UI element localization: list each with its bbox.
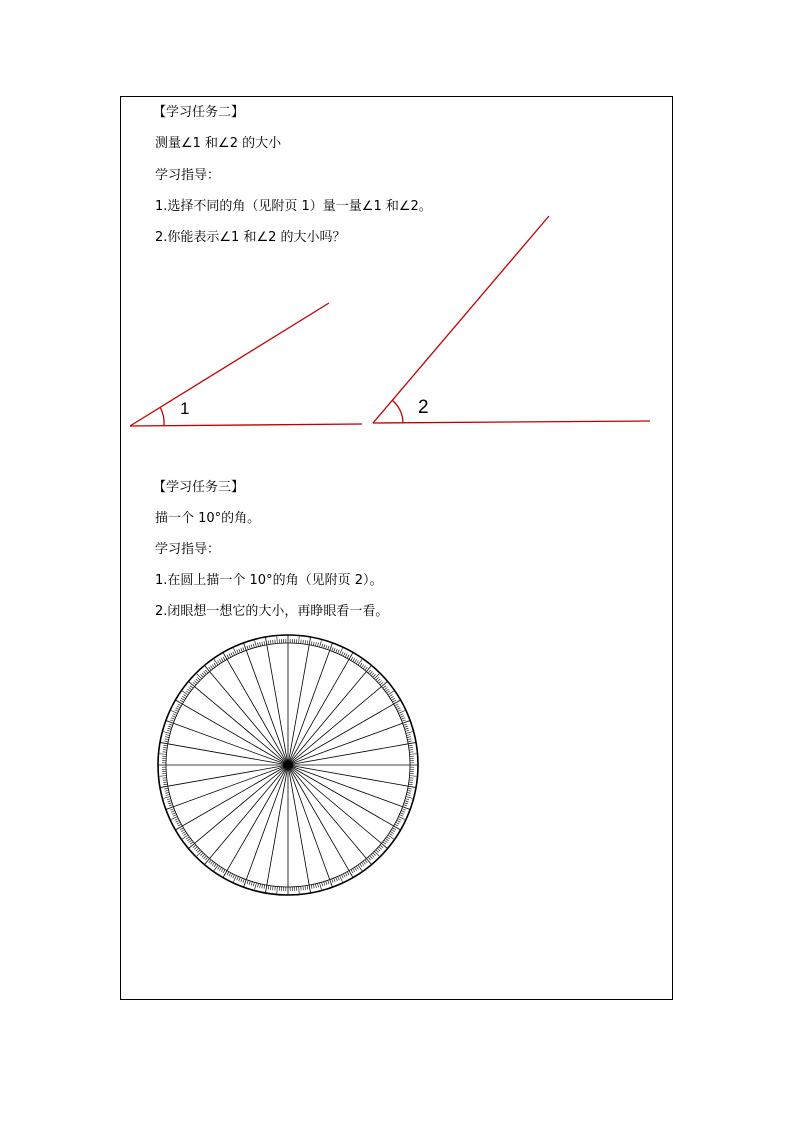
task2-subtitle: 测量∠1 和∠2 的大小	[155, 136, 282, 151]
protractor-tick	[380, 682, 383, 685]
protractor-tick	[322, 882, 323, 886]
protractor-tick	[407, 737, 411, 738]
protractor-tick	[168, 726, 172, 727]
protractor-tick	[361, 664, 363, 667]
protractor-tick	[405, 730, 409, 731]
protractor-tick	[262, 642, 263, 646]
protractor-tick	[166, 735, 170, 736]
protractor-tick	[164, 741, 168, 742]
protractor-tick	[227, 872, 229, 875]
protractor-tick	[393, 828, 396, 830]
protractor-tick	[354, 659, 356, 662]
protractor-tick	[377, 848, 380, 851]
protractor-tick	[200, 853, 203, 856]
protractor-tick	[356, 866, 358, 869]
protractor-tick	[182, 831, 185, 833]
protractor-tick	[408, 741, 412, 742]
angle2-label: 2	[418, 397, 429, 418]
protractor-tick	[351, 657, 353, 660]
protractor-tick	[409, 747, 413, 748]
protractor-tick	[186, 691, 189, 693]
protractor-tick	[255, 640, 257, 647]
protractor-tick	[405, 728, 409, 729]
protractor-tick	[193, 845, 196, 848]
protractor-tick	[341, 652, 343, 656]
protractor-tick	[164, 784, 168, 785]
protractor-tick	[320, 883, 322, 890]
protractor-tick	[404, 803, 408, 804]
protractor-tick	[170, 809, 174, 810]
protractor-tick	[212, 862, 214, 865]
protractor-tick	[408, 745, 412, 746]
protractor-tick	[397, 708, 401, 710]
protractor-tick	[243, 879, 244, 883]
protractor-tick	[176, 820, 180, 822]
protractor-tick	[184, 695, 187, 697]
protractor-tick	[194, 847, 197, 850]
protractor-tick	[397, 820, 401, 822]
protractor-tick	[383, 686, 386, 689]
protractor-tick	[167, 799, 171, 800]
protractor-tick	[385, 838, 388, 840]
protractor-tick	[389, 695, 392, 697]
protractor-tick	[159, 754, 166, 755]
protractor-tick	[395, 704, 398, 706]
protractor-tick	[189, 687, 192, 689]
protractor-tick	[169, 805, 173, 806]
protractor-tick	[168, 728, 172, 729]
protractor-tick	[184, 833, 187, 835]
protractor-tick	[251, 882, 252, 886]
protractor-tick	[401, 811, 405, 812]
protractor-tick	[408, 788, 412, 789]
protractor-tick	[315, 642, 316, 646]
protractor-tick	[178, 704, 181, 706]
protractor-tick	[239, 877, 241, 881]
protractor-tick	[223, 657, 225, 660]
protractor-tick	[270, 640, 271, 644]
protractor-tick	[212, 664, 214, 667]
protractor-tick	[299, 887, 300, 894]
protractor-tick	[251, 645, 252, 649]
protractor-tick	[205, 857, 208, 860]
protractor-tick	[353, 658, 355, 661]
protractor-tick	[196, 679, 199, 682]
protractor-tick	[380, 845, 383, 848]
protractor-tick	[336, 877, 338, 881]
protractor-tick	[403, 805, 407, 806]
protractor-center-dot	[284, 761, 293, 770]
protractor-tick	[347, 655, 349, 658]
protractor-tick	[165, 790, 169, 791]
protractor-tick	[165, 737, 169, 738]
protractor-tick	[363, 666, 365, 669]
protractor-tick	[390, 696, 393, 698]
protractor-tick	[233, 652, 235, 656]
protractor-tick	[365, 860, 368, 863]
protractor-tick	[328, 646, 329, 650]
protractor-tick	[253, 644, 254, 648]
protractor-tick	[384, 840, 387, 842]
protractor-tick	[247, 646, 248, 650]
protractor-tick	[182, 696, 185, 698]
protractor-tick	[396, 706, 400, 708]
protractor-tick	[164, 745, 168, 746]
protractor-tick	[395, 824, 398, 826]
protractor-tick	[377, 679, 380, 682]
task3-step-2: 2.闭眼想一想它的大小，再睁眼看一看。	[155, 604, 389, 619]
protractor-tick	[165, 792, 169, 793]
protractor-tick	[398, 818, 402, 820]
protractor-tick	[163, 747, 167, 748]
protractor-tick	[313, 642, 314, 646]
protractor-tick	[175, 818, 179, 820]
protractor-tick	[219, 867, 221, 870]
protractor-tick	[210, 666, 212, 669]
protractor-tick	[373, 674, 376, 677]
protractor-tick	[345, 873, 347, 877]
protractor-tick	[229, 873, 231, 877]
protractor-tick	[209, 860, 212, 863]
protractor-tick	[402, 809, 406, 810]
protractor-tick	[389, 833, 392, 835]
protractor-tick	[324, 645, 325, 649]
protractor-tick	[218, 866, 220, 869]
task3-heading: 【学习任务三】	[153, 480, 245, 495]
protractor-tick	[196, 848, 199, 851]
protractor-tick	[384, 687, 387, 689]
protractor-tick	[407, 739, 411, 740]
protractor-tick	[270, 886, 271, 890]
protractor-tick	[163, 782, 167, 783]
protractor-tick	[164, 788, 168, 789]
protractor-tick	[353, 868, 355, 871]
protractor-tick	[370, 856, 373, 859]
protractor-tick	[187, 689, 190, 691]
protractor-tick	[311, 641, 312, 645]
protractor-tick	[360, 864, 362, 867]
protractor-tick	[204, 671, 207, 674]
protractor-tick	[398, 710, 402, 712]
protractor-tick	[326, 645, 327, 649]
protractor-tick	[200, 674, 203, 677]
protractor-tick	[311, 885, 312, 889]
protractor-tick	[194, 681, 197, 684]
protractor-tick	[264, 641, 265, 645]
protractor-tick	[168, 801, 172, 802]
protractor-tick	[258, 643, 259, 647]
protractor-tick	[379, 847, 382, 850]
protractor-tick	[332, 879, 333, 883]
protractor-tick	[163, 797, 170, 799]
protractor-tick	[379, 681, 382, 684]
protractor-tick	[347, 872, 349, 875]
protractor-tick	[318, 643, 319, 647]
protractor-tick	[363, 861, 365, 864]
protractor-tick	[171, 718, 175, 719]
protractor-tick	[332, 647, 333, 651]
protractor-tick	[189, 840, 192, 842]
protractor-tick	[197, 677, 200, 680]
protractor-tick	[391, 830, 394, 832]
protractor-tick	[305, 886, 306, 890]
protractor-tick	[371, 673, 374, 676]
protractor-tick	[305, 640, 306, 644]
protractor-tick	[268, 885, 269, 889]
protractor-tick	[313, 884, 314, 888]
protractor-tick	[253, 882, 254, 886]
protractor-tick	[163, 732, 170, 734]
protractor-tick	[400, 716, 404, 718]
protractor-tick	[268, 641, 269, 645]
protractor-tick	[231, 874, 233, 878]
protractor-tick	[237, 650, 239, 654]
protractor-tick	[399, 714, 403, 716]
protractor-tick	[343, 874, 345, 878]
protractor-tick	[264, 885, 265, 889]
task3-subtitle: 描一个 10°的角。	[155, 511, 261, 526]
protractor-tick	[376, 850, 379, 853]
protractor-tick	[241, 878, 242, 882]
protractor-tick	[391, 698, 394, 700]
protractor-tick	[324, 882, 325, 886]
protractor-tick	[360, 663, 362, 666]
angle1-label: 1	[180, 399, 190, 418]
protractor-tick	[334, 878, 335, 882]
protractor-tick	[405, 799, 409, 800]
protractor-tick	[318, 883, 319, 887]
protractor-tick	[255, 883, 257, 890]
protractor-tick	[368, 670, 371, 673]
protractor-tick	[387, 837, 390, 839]
protractor-tick	[396, 822, 400, 824]
protractor-tick	[406, 795, 410, 796]
task2-guide-label: 学习指导：	[155, 168, 221, 183]
protractor-tick	[190, 842, 193, 845]
protractor-tick	[402, 720, 406, 721]
protractor-tick	[370, 671, 373, 674]
protractor-tick	[368, 857, 371, 860]
protractor-tick	[169, 724, 173, 725]
protractor-tick	[277, 636, 278, 643]
protractor-tick	[249, 645, 250, 649]
protractor-tick	[408, 784, 412, 785]
protractor-tick	[176, 708, 180, 710]
protractor-tick	[172, 716, 176, 718]
protractor-tick	[399, 815, 403, 817]
protractor-tick	[405, 801, 409, 802]
task2-heading: 【学习任务二】	[153, 105, 245, 120]
task2-step-2: 2.你能表示∠1 和∠2 的大小吗？	[155, 230, 346, 245]
protractor-tick	[173, 815, 177, 817]
protractor-tick	[202, 854, 205, 857]
protractor-tick	[404, 726, 408, 727]
protractor-tick	[410, 776, 417, 777]
task3-guide-label: 学习指导：	[155, 542, 221, 557]
protractor-tick	[371, 854, 374, 857]
protractor-tick	[361, 862, 363, 865]
protractor-tick	[400, 813, 404, 815]
protractor-tick	[403, 724, 407, 725]
protractor-tick	[277, 887, 278, 894]
protractor-tick	[407, 792, 411, 793]
protractor-tick	[307, 885, 308, 889]
protractor-tick	[229, 654, 231, 658]
protractor-tick	[334, 648, 335, 652]
protractor-tick	[237, 876, 239, 880]
protractor-tick	[320, 640, 322, 647]
protractor-tick	[338, 650, 340, 654]
protractor-tick	[190, 686, 193, 689]
protractor-tick	[166, 795, 170, 796]
protractor-tick	[315, 884, 316, 888]
protractor-tick	[239, 649, 241, 653]
protractor-tick	[165, 739, 169, 740]
protractor-tick	[214, 864, 216, 867]
protractor-tick	[180, 700, 183, 702]
protractor-tick	[204, 856, 207, 859]
protractor-tick	[193, 682, 196, 685]
protractor-tick	[356, 661, 358, 664]
protractor-tick	[406, 797, 413, 799]
protractor-tick	[409, 782, 413, 783]
protractor-tick	[173, 714, 177, 716]
protractor-tick	[175, 710, 179, 712]
protractor-tick	[202, 673, 205, 676]
protractor-tick	[406, 732, 413, 734]
protractor-tick	[390, 831, 393, 833]
protractor-tick	[172, 813, 176, 815]
protractor-tick	[171, 811, 175, 812]
protractor-tick	[181, 698, 184, 700]
protractor-tick	[336, 649, 338, 653]
protractor-tick	[247, 880, 248, 884]
protractor-tick	[159, 776, 166, 777]
task3-step-1: 1.在圆上描一个 10°的角（见附页 2）。	[155, 573, 383, 588]
protractor-tick	[299, 636, 300, 643]
protractor-tick	[177, 822, 181, 824]
protractor-tick	[227, 655, 229, 658]
protractor-tick	[221, 658, 223, 661]
protractor-tick	[241, 648, 242, 652]
protractor-tick	[219, 659, 221, 662]
protractor-tick	[231, 653, 233, 657]
protractor-tick	[407, 790, 411, 791]
protractor-tick	[351, 870, 353, 873]
protractor-tick	[170, 720, 174, 721]
protractor-tick	[167, 730, 171, 731]
protractor-tick	[373, 853, 376, 856]
protractor-tick	[393, 700, 396, 702]
protractor-tick	[223, 870, 225, 873]
protractor-tick	[341, 875, 343, 879]
protractor-tick	[197, 850, 200, 853]
protractor-tick	[385, 689, 388, 691]
protractor-tick	[326, 881, 327, 885]
protractor-tick	[181, 830, 184, 832]
protractor-tick	[322, 644, 323, 648]
protractor-tick	[260, 642, 261, 646]
protractor-tick	[338, 876, 340, 880]
protractor-tick	[205, 670, 208, 673]
protractor-tick	[328, 880, 329, 884]
protractor-tick	[343, 653, 345, 657]
protractor-tick	[187, 838, 190, 840]
protractor-tick	[221, 868, 223, 871]
protractor-tick	[186, 837, 189, 839]
protractor-tick	[178, 824, 181, 826]
protractor-tick	[177, 706, 181, 708]
protractor-tick	[168, 803, 172, 804]
protractor-tick	[345, 654, 347, 658]
protractor-tick	[410, 754, 417, 755]
protractor-tick	[210, 861, 212, 864]
protractor-tick	[354, 867, 356, 870]
protractor-tick	[243, 647, 244, 651]
protractor-tick	[387, 691, 390, 693]
protractor-tick	[249, 881, 250, 885]
protractor-tick	[383, 842, 386, 845]
protractor-tick	[233, 875, 235, 879]
protractor-tick	[209, 667, 212, 670]
protractor-tick	[401, 718, 405, 719]
protractor-tick	[218, 661, 220, 664]
protractor-tick	[262, 884, 263, 888]
protractor-tick	[406, 735, 410, 736]
protractor-tick	[307, 641, 308, 645]
protractor-tick	[258, 883, 259, 887]
protractor-tick	[260, 884, 261, 888]
protractor-tick	[365, 667, 368, 670]
protractor-tick	[180, 828, 183, 830]
protractor-tick	[376, 677, 379, 680]
task2-step-1: 1.选择不同的角（见附页 1）量一量∠1 和∠2。	[155, 199, 432, 214]
protractor-tick	[214, 663, 216, 666]
